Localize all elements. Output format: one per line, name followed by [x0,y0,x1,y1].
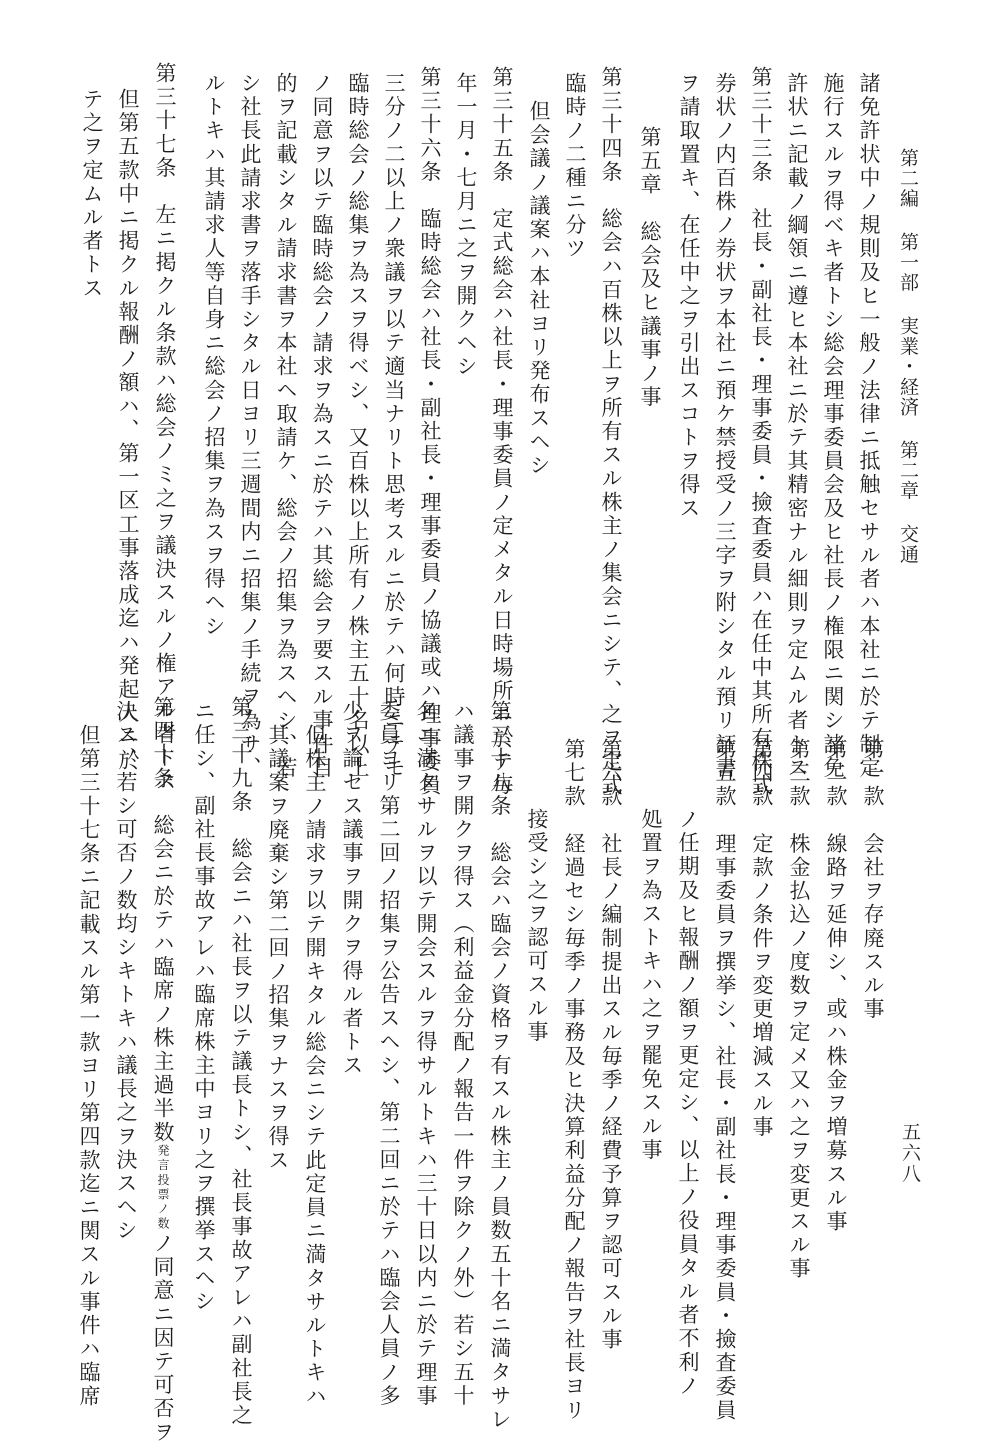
clause-column: 第七款 経過セシ毎季ノ事務及ヒ決算利益分配ノ報告ヲ社長ヨリ [562,738,586,1423]
clause-column: 第二款 線路ヲ延伸シ、或ハ株金ヲ増募スル事 [824,738,848,1234]
text-column: ヲ請取置キ、在任中之ヲ引出スコトヲ得ス [677,72,701,521]
page-number: 五六八 [899,1122,921,1185]
article-column: 第三十八条 総会ハ臨会ノ資格ヲ有スル株主ノ員数五十名ニ満タサレ [488,700,512,1432]
text-column: ハ議事ヲ開クヲ得ス（利益金分配ノ報告一件ヲ除クノ外）若シ五十 [451,700,475,1408]
header-chapter: 第二章 [897,439,919,501]
text-column: 三分ノ二以上ノ衆議ヲ以テ適当ナリト思考スルニ於テハ何時ニテモ [382,72,406,780]
header-part: 第二編 [897,148,919,209]
text-column: 的ヲ記載シタル請求書ヲ本社ヘ取請ケ、総会ノ招集ヲ為スヘシ、若 [274,72,298,780]
article-40-end: ノ同意ニ因テ可否ヲ [151,1232,175,1444]
interlinear-note [157,1144,169,1232]
proviso-column: 但第五款中ニ掲クル報酬ノ額ハ、第一区工事落成迄ハ発起人ニ於 [116,88,140,773]
article-40-start: 第四十条 総会ニ於テハ臨席ノ株主過半数 [151,696,175,1145]
text-column: 年一月・七月ニ之ヲ開クヘシ [454,72,478,379]
article-column: 第三十七条 左ニ掲クル条款ハ総会ノミ之ヲ議決スルノ権アル者トス [153,62,177,794]
text-column: 決ス、若シ可否ノ数均シキトキハ議長之ヲ決スヘシ [114,700,138,1243]
text-column: ニ任シ、副社長事故アレハ臨席株主中ヨリ之ヲ撰挙スヘシ [192,700,216,1314]
text-column: 券状ノ内百株ノ券状ヲ本社ニ預ケ禁授受ノ三字ヲ附シタル預リ証書 [713,72,737,780]
note-line-1: 発言投 [156,1144,170,1189]
clause-column: 第四款 定款ノ条件ヲ変更増減スル事 [750,738,774,1140]
running-header [898,148,917,564]
text-column: 施行スルヲ得ベキ者トシ総会理事委員会及ヒ社長ノ権限ニ関シ諸免 [821,72,845,780]
clause-column: 第一款 会社ヲ存廃スル事 [861,738,885,1022]
text-column: ノ同意ヲ以テ臨時総会ノ請求ヲ為スニ於テハ其総会ヲ要スル事件目 [310,72,334,780]
header-subject: 実業・経済 [897,315,919,417]
text-column: テ之ヲ定ムル者トス [80,88,104,301]
article-column: 第三十九条 総会ニハ社長ヲ以テ議長トシ、社長事故アレハ副社長之 [229,696,253,1428]
text-column: ノ任期及ヒ報酬ノ額ヲ更定シ、以上ノ役員タル者不利ノ [676,808,700,1398]
proviso-column: 但会議ノ議案ハ本社ヨリ発布スヘシ [527,100,551,478]
article-column: 第三十三条 社長・副社長・理事委員・撿査委員ハ在任中其所有株式 [749,66,773,798]
article-column [152,696,173,1444]
note-line-2: 票ノ数 [156,1188,170,1233]
text-column: 其議案ヲ廃棄シ第二回ノ招集ヲナスヲ得ス [266,724,290,1173]
text-column: 接受シ之ヲ認可スル事 [525,808,549,1044]
clause-column: 第五款 理事委員ヲ撰挙シ、社長・副社長・理事委員・撿査委員 [713,738,737,1423]
chapter-heading: 第五章 総会及ヒ議事ノ事 [638,126,662,410]
text-column: 許状ニ記載ノ綱領ニ遵ヒ本社ニ於テ其精密ナル細則ヲ定ムル者トス [785,72,809,780]
text-column: 臨時総会ノ総集ヲ為スヲ得ベシ、又百株以上所有ノ株主五十名以上 [346,72,370,780]
header-topic: 交通 [897,523,919,565]
article-column: 第三十六条 臨時総会ハ社長・副社長・理事委員ノ協議或ハ理事委員 [418,66,442,798]
clause-column: 第三款 株金払込ノ度数ヲ定メ又ハ之ヲ変更スル事 [787,738,811,1281]
text-column: 名ニ満タサルヲ以テ開会スルヲ得サルトキハ三十日以内ニ於テ理事 [414,700,438,1408]
header-section: 第一部 [897,231,919,293]
text-column: シ社長此請求書ヲ落手シタル日ヨリ三週間内ニ招集ノ手続ヲ為サ、 [238,72,262,780]
text-column: 処置ヲ為ストキハ之ヲ罷免スル事 [639,808,663,1162]
text-column: 諸免許状中ノ規則及ヒ一般ノ法律ニ抵触セサル者ハ本社ニ於テ制定 [857,72,881,780]
proviso-column: 但株主ノ請求ヲ以テ開キタル総会ニシテ此定員ニ満タサルトキハ [303,724,327,1409]
article-column: 第三十四条 総会ハ百株以上ヲ所有スル株主ノ集会ニシテ、之ヲ定式 [599,66,623,798]
text-column: 委員ヨリ第二回ノ招集ヲ公告スヘシ、第二回ニ於テハ臨会人員ノ多 [377,700,401,1408]
article-column: 第三十五条 定式総会ハ社長・理事委員ノ定メタル日時場所ニ於テ毎 [490,66,514,798]
text-column: ルトキハ其請求人等自身ニ総会ノ招集ヲ為スヲ得ヘシ [202,72,226,639]
clause-column: 第六款 社長ノ編制提出スル毎季ノ経費予算ヲ認可スル事 [599,738,623,1352]
text-column: 少ヲ論セス議事ヲ開クヲ得ル者トス [340,700,364,1078]
proviso-column: 但第三十七条ニ記載スル第一款ヨリ第四款迄ニ関スル事件ハ臨席 [77,724,101,1409]
text-column: 臨時ノ二種ニ分ツ [563,72,587,261]
